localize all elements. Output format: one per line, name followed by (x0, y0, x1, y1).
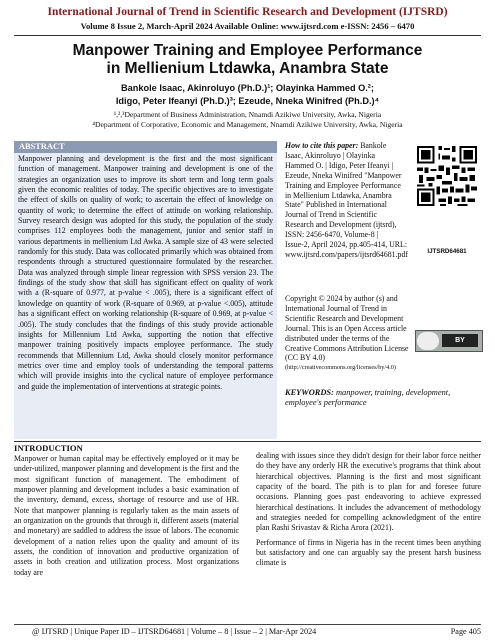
citation-panel (285, 141, 481, 408)
authors-line-2: Idigo, Peter Ifeanyi (Ph.D.)³; Ezeude, Nneka Winifred (Ph.D.)⁴ (115, 96, 380, 106)
paper-title (0, 42, 495, 77)
citation-block (285, 141, 405, 240)
intro-paragraph-2: dealing with issues since they didn't design for their labor force neither do they have any orderly HR the executive's programs that think about hierarchical objectives. Planning is the first and most significant capacity of the board. The pith is to plan for and foresee future occasions. Planning goes past endeavoring to achieve expressed hierarchical destinations. It includes the advancement of methodology and strategies needed for compelling acknowledgment of the entire plan Rashi Srivastav & Richa Arora (2021). (256, 451, 481, 533)
intro-paragraph-1: Manpower or human capital may be effectively employed or it may be under-utilized, manpower planning and development is the first and the most significant function of management. The embodiment of manpower planning and development includes a basic examination of the inventory, demand, excess, shortage of resource and use of HR. Note that manpower planning is regularly taken as the main assets of an organization on the grounds that through it, different assets (material and monetary) are saddled to address the issue of labors. The economic development of a nation relies upon the quality and amount of its assets, the condition of innovation and productive organization of assets in both creation and utilization process. Most organizations today are (14, 454, 239, 577)
page-number: Page 405 (450, 627, 481, 636)
cc-license-badge-icon (415, 330, 483, 352)
keywords-label: KEYWORDS: (285, 388, 334, 397)
footer-rule (14, 624, 481, 625)
abstract-text: Manpower planning and development is the first and the most significant function of management. Manpower training and development is one of the strategies an organization uses to improve its short term and long term goals given the economic realities of today. The specific objectives are to investigate the effect of skills on quality of work; to ascertain the effect of knowledge on quantity of work; to determine the effect of attitude on working relationship. Survey research design was adopted for this study, the population of the study comprises 112 employees both the management, junior and senior staff in various departments in mellienium Ltd Awka. A sample size of 43 were selected randomly for this study. Data was collocated primarily which was obtained from respondents through a structured questionnaire formulated by the researcher. Data was analyzed through simple linear regression with SPSS version 23. The findings of the study show that skill has significant effect on quality of work with a (R-square of 0.977, at p-value < .005), there is a significant effect of knowledge on quantity of work (R-square of 0.969, at p-value <.005), attitude has a significant effect on working relationship (R-square of 0.969, at p-value < .005). The study concludes that the findings of this study provide actionable insights for Millennium Ltd Awka, supporting the notion that effective manpower training positively impacts employee performance. The study recommends that Millennium Ltd, Awka should closely monitor performance metrics over time and employ tools of understanding the temporal patterns which will provide insights into the cyclical nature of employee performance and guide the implementation of interventions at strategic points. (18, 154, 273, 391)
abstract-box (14, 141, 277, 439)
affiliation-line-1: ¹,²,³Department of Business Administration, Nnamdi Azikiwe University, Awka, Nigeria (113, 110, 382, 119)
copyright-text: Copyright © 2024 by author (s) and International Journal of Trend in Scientific Research and Development Journal. This is an Open Access article distributed under the terms of the Creative Commons Attribution License (CC BY 4.0) (285, 294, 409, 363)
header-rule (14, 35, 481, 36)
section-rule (14, 441, 481, 442)
footer-paper-info: @ IJTSRD | Unique Paper ID – IJTSRD64681 | Volume – 8 | Issue – 2 | Mar-Apr 2024 (32, 627, 317, 636)
journal-subtitle: Volume 8 Issue 2, March-April 2024 Available Online: www.ijtsrd.com e-ISSN: 2456 – 6470 (80, 21, 415, 31)
intro-right-column (256, 451, 481, 573)
author-list (0, 82, 495, 108)
intro-paragraph-3: Performance of firms in Nigeria has in the recent times been anything but satisfactory and one can arguably say the present harsh business climate is (256, 537, 481, 568)
citation-text-bottom: Issue-2, April 2024, pp.405-414, URL: www.ijtsrd.com/papers/ijtsrd64681.pdf (285, 240, 409, 259)
intro-heading: INTRODUCTION (14, 443, 83, 453)
qr-code-icon (414, 144, 480, 208)
cc-logo-icon (417, 332, 439, 350)
intro-left-column (14, 443, 239, 578)
abstract-heading: ABSTRACT (14, 141, 277, 153)
keywords-block (285, 388, 481, 409)
paper-title-line-2: in Mellienium Ltdawka, Anambra State (106, 59, 389, 77)
keywords-text: manpower, training, development, employee's performance (285, 388, 451, 408)
journal-title: International Journal of Trend in Scientific Research and Development (IJTSRD) (47, 6, 448, 18)
citation-label: How to cite this paper: (285, 141, 359, 150)
affiliations (0, 110, 495, 129)
paper-title-line-1: Manpower Training and Employee Performance (72, 42, 423, 59)
affiliation-line-2: ⁴Department of Corporative, Economic and Management, Nnamdi Azikiwe University, Awka, Nigeria (92, 119, 403, 129)
license-url[interactable]: (http://creativecommons.org/licenses/by/4.0) (285, 364, 396, 372)
qr-paper-id: IJTSRD64681 (427, 248, 467, 255)
citation-text: Bankole Isaac, Akinroluyo | Olayinka Hammed O. | Idigo, Peter Ifeanyi | Ezeude, Nneka Winifred "Manpower Training and Employee Performance in Mellienium Ltdawka, Anambra State" Published in International Journal of Trend in Scientific Research and Development (ijtsrd), ISSN: 2456-6470, Volume-8 | (285, 141, 402, 240)
cc-by-label: BY (442, 334, 478, 347)
authors-line-1: Bankole Isaac, Akinroluyo (Ph.D.)¹; Olayinka Hammed O.²; (121, 83, 374, 93)
